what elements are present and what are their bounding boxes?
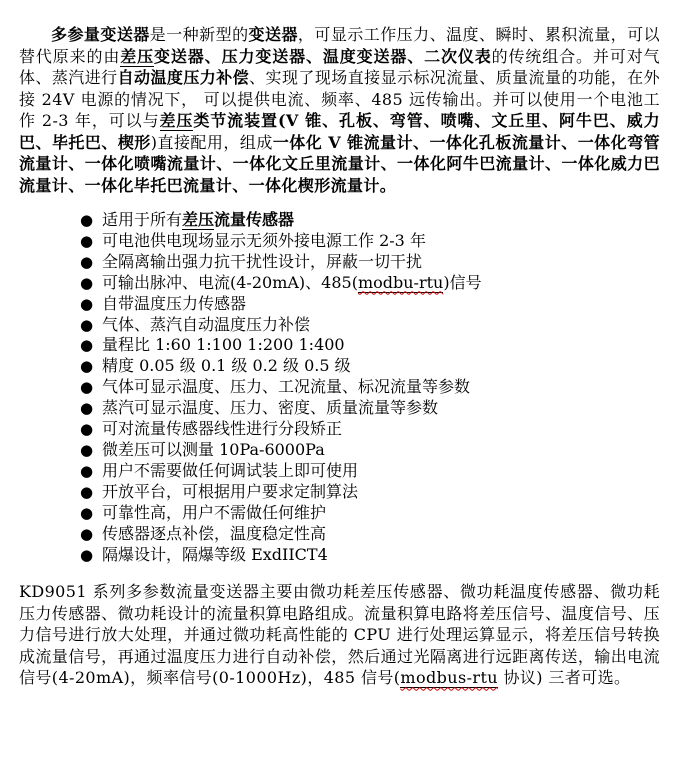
feature-item bbox=[80, 377, 660, 398]
feature-text bbox=[102, 482, 358, 501]
bullet-icon: ● bbox=[80, 482, 94, 501]
text-segment: 精度 0.05 级 0.1 级 0.2 级 0.5 级 bbox=[102, 356, 351, 376]
bullet-icon: ● bbox=[80, 294, 94, 313]
text-segment: 自动温度压力补偿 bbox=[117, 68, 250, 87]
feature-text bbox=[102, 545, 328, 564]
bullet-icon: ● bbox=[80, 524, 94, 543]
bullet-icon: ● bbox=[80, 503, 94, 522]
feature-item bbox=[80, 461, 660, 482]
feature-item bbox=[80, 503, 660, 524]
text-segment: modbu-rtu bbox=[357, 272, 444, 292]
bullet-icon: ● bbox=[80, 336, 94, 355]
text-segment: 是一种新型的 bbox=[149, 25, 249, 44]
text-segment: 的传统组合。并可对气体、蒸汽进行 bbox=[19, 46, 660, 87]
text-segment: 传感器逐点补偿，温度稳定性高 bbox=[102, 523, 327, 543]
text-segment: 差压 bbox=[182, 210, 215, 229]
feature-text bbox=[102, 252, 422, 271]
text-segment: 类节流装置(V 锥、孔板、弯管、喷嘴、文丘里、阿牛巴、威力巴、毕托巴、楔形 bbox=[19, 111, 660, 152]
text-segment: 用户不需要做任何调试装上即可使用 bbox=[102, 460, 359, 480]
feature-text bbox=[102, 335, 345, 354]
text-segment: 变送器、压力变送器、温度变送器、二次仪表 bbox=[154, 46, 492, 66]
feature-text bbox=[102, 273, 482, 293]
text-segment: 差压 bbox=[120, 46, 155, 66]
feature-item bbox=[80, 398, 660, 419]
bullet-icon: ● bbox=[80, 420, 94, 439]
feature-list bbox=[19, 210, 660, 565]
feature-item bbox=[80, 252, 660, 273]
text-segment: modbus-rtu bbox=[400, 668, 498, 688]
bullet-icon: ● bbox=[80, 357, 94, 376]
feature-text bbox=[102, 461, 358, 480]
text-segment: 流量传感器 bbox=[214, 210, 295, 229]
feature-item bbox=[80, 315, 660, 336]
feature-text bbox=[102, 356, 351, 375]
feature-text bbox=[102, 377, 470, 396]
bullet-icon: ● bbox=[80, 252, 94, 271]
text-segment: 全隔离输出强力抗干扰性设计，屏蔽一切干扰 bbox=[102, 251, 423, 271]
feature-text bbox=[102, 503, 326, 522]
feature-item bbox=[80, 419, 660, 440]
text-segment: 变送器 bbox=[248, 25, 298, 44]
feature-item bbox=[80, 231, 660, 252]
feature-text bbox=[102, 210, 294, 230]
bullet-icon: ● bbox=[80, 315, 94, 334]
text-segment: 微差压可以测量 10Pa-6000Pa bbox=[102, 439, 325, 459]
text-segment: 气体可显示温度、压力、工况流量、标况流量等参数 bbox=[102, 377, 471, 397]
text-segment: 隔爆设计，隔爆等级 ExdIICT4 bbox=[102, 544, 328, 564]
outro-paragraph bbox=[19, 581, 660, 689]
text-segment: 量程比 1:60 1:100 1:200 1:400 bbox=[102, 335, 345, 355]
text-segment: 、实现了现场直接显示标况流量、质量流量的功能，在外接 24V 电源的情况下， 可以提供电流、频率、485 远传输出。并可以使用一个电池工作 2-3 年，可以与 bbox=[19, 68, 660, 130]
text-segment: )直接配用，组成 bbox=[150, 132, 273, 152]
feature-item bbox=[80, 482, 660, 503]
text-segment: 可输出脉冲、电流(4-20mA)、485( bbox=[102, 272, 358, 292]
bullet-icon: ● bbox=[80, 399, 94, 418]
bullet-icon: ● bbox=[80, 440, 94, 459]
feature-item bbox=[80, 294, 660, 315]
text-segment: 开放平台，可根据用户要求定制算法 bbox=[102, 481, 359, 501]
bullet-icon: ● bbox=[80, 461, 94, 480]
text-segment: KD9051 系列多参数流量变送器主要由微功耗差压传感器、微功耗温度传感器、微功耗压力传感器、微功耗设计的流量积算电路组成。流量积算电路将差压信号、温度信号、压力信号进行放大处理，并通过微功耗高性能的 CPU 进行处理运算显示，将差压信号转换成流量信号，再通过温度压力进行自动补偿，然后通过光隔离进行远距离传送，输出电流信号(4-20mA)，频率信号(0-1000Hz)，485 信号( bbox=[19, 582, 660, 688]
feature-text bbox=[102, 294, 246, 313]
feature-item bbox=[80, 524, 660, 545]
text-segment: 一体化 V 锥流量计、一体化孔板流量计、一体化弯管流量计、一体化喷嘴流量计、一体化文丘里流量计、一体化阿牛巴流量计、一体化威力巴流量计、一体化毕托巴流量计、一体化楔形流量计。 bbox=[19, 132, 660, 195]
text-segment: 可电池供电现场显示无须外接电源工作 2-3 年 bbox=[102, 230, 426, 250]
text-segment: 蒸汽可显示温度、压力、密度、质量流量等参数 bbox=[102, 398, 439, 418]
bullet-icon: ● bbox=[80, 211, 94, 229]
feature-text bbox=[102, 398, 438, 417]
feature-item bbox=[80, 210, 660, 231]
text-segment: 自带温度压力传感器 bbox=[102, 293, 247, 313]
text-segment: 多参量变送器 bbox=[51, 25, 150, 44]
text-segment: 可靠性高，用户不需做任何维护 bbox=[102, 502, 327, 522]
text-segment: 气体、蒸汽自动温度压力补偿 bbox=[102, 314, 311, 334]
bullet-icon: ● bbox=[80, 231, 94, 250]
intro-paragraph bbox=[19, 24, 660, 196]
text-segment: 适用于所有 bbox=[102, 210, 183, 229]
text-segment: 差压 bbox=[159, 111, 194, 130]
feature-item bbox=[80, 440, 660, 461]
text-segment: )信号 bbox=[443, 272, 482, 292]
text-segment: ，可显示工作压力、温度、瞬时、累积流量，可以替代原来的由 bbox=[19, 25, 660, 66]
bullet-icon: ● bbox=[80, 273, 94, 292]
feature-item bbox=[80, 273, 660, 294]
feature-text bbox=[102, 231, 426, 250]
bullet-icon: ● bbox=[80, 545, 94, 564]
feature-text bbox=[102, 440, 325, 459]
feature-text bbox=[102, 524, 326, 543]
feature-text bbox=[102, 315, 310, 334]
feature-item bbox=[80, 545, 660, 566]
feature-item bbox=[80, 335, 660, 356]
feature-text bbox=[102, 419, 342, 438]
bullet-icon: ● bbox=[80, 378, 94, 397]
feature-item bbox=[80, 356, 660, 377]
text-segment: 可对流量传感器线性进行分段矫正 bbox=[102, 419, 343, 439]
text-segment: 协议) 三者可选。 bbox=[498, 668, 631, 688]
